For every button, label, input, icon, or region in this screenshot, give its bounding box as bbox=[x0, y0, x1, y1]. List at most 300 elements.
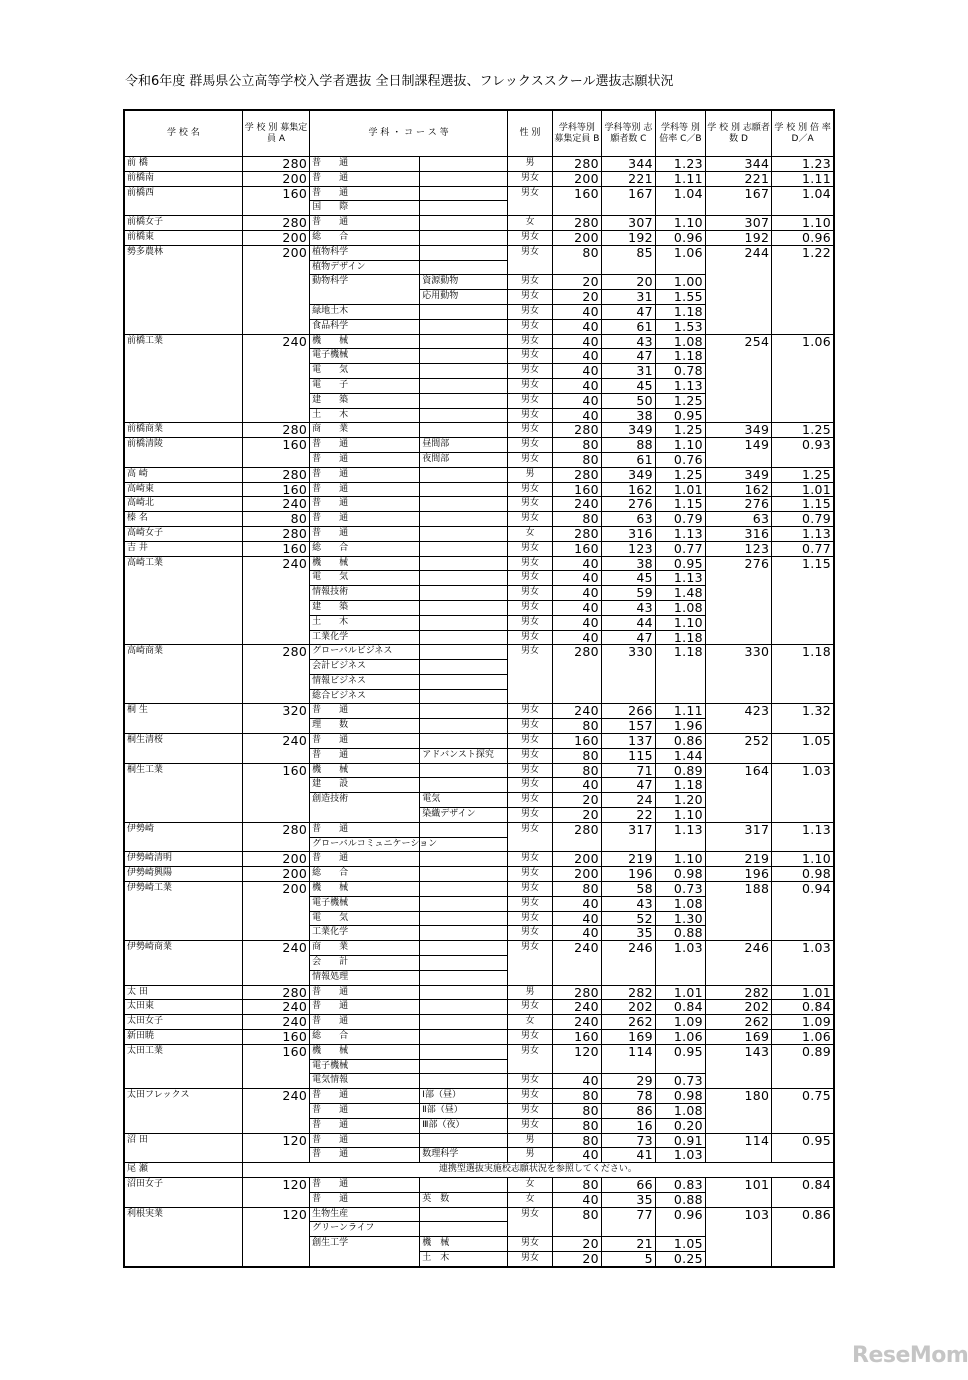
course-capacity-cell: 120 bbox=[552, 1044, 601, 1059]
course-capacity-cell: 280 bbox=[552, 526, 601, 541]
course-cell: 普 通 bbox=[310, 526, 420, 541]
gender-cell: 男 bbox=[508, 157, 553, 172]
table-row bbox=[124, 186, 834, 201]
school-capacity-cell bbox=[242, 304, 309, 319]
course-sub-cell bbox=[420, 1177, 508, 1192]
table-row bbox=[124, 985, 834, 1000]
gender-cell: 女 bbox=[508, 216, 553, 231]
school-applicants-cell bbox=[705, 956, 771, 971]
gender-cell: 男女 bbox=[508, 541, 553, 556]
gender-cell bbox=[508, 837, 553, 852]
school-name-cell bbox=[124, 615, 242, 630]
gender-cell: 男女 bbox=[508, 364, 553, 379]
school-applicants-cell: 349 bbox=[705, 467, 771, 482]
course-applicants-cell: 35 bbox=[601, 1192, 655, 1207]
school-applicants-cell bbox=[705, 1192, 771, 1207]
school-name-cell bbox=[124, 778, 242, 793]
course-cell: 普 通 bbox=[310, 482, 420, 497]
school-ratio-cell: 1.06 bbox=[772, 1030, 834, 1045]
school-applicants-cell bbox=[705, 1074, 771, 1089]
gender-cell: 男女 bbox=[508, 926, 553, 941]
course-ratio-cell: 1.11 bbox=[655, 171, 705, 186]
course-cell: 普 通 bbox=[310, 1192, 420, 1207]
school-capacity-cell: 240 bbox=[242, 497, 309, 512]
school-ratio-cell bbox=[772, 1237, 834, 1252]
course-sub-cell bbox=[420, 556, 508, 571]
school-ratio-cell: 0.94 bbox=[772, 882, 834, 897]
gender-cell bbox=[508, 674, 553, 689]
course-ratio-cell: 0.20 bbox=[655, 1118, 705, 1133]
course-sub-cell bbox=[420, 541, 508, 556]
school-name-cell bbox=[124, 393, 242, 408]
gender-cell: 男女 bbox=[508, 497, 553, 512]
school-applicants-cell: 101 bbox=[705, 1177, 771, 1192]
gender-cell: 男女 bbox=[508, 230, 553, 245]
course-capacity-cell: 40 bbox=[552, 349, 601, 364]
school-applicants-cell: 252 bbox=[705, 734, 771, 749]
course-sub-cell bbox=[420, 1000, 508, 1015]
school-ratio-cell bbox=[772, 290, 834, 305]
school-ratio-cell bbox=[772, 778, 834, 793]
course-applicants-cell: 16 bbox=[601, 1118, 655, 1133]
course-applicants-cell: 316 bbox=[601, 526, 655, 541]
school-ratio-cell: 0.77 bbox=[772, 541, 834, 556]
header-school-ratio: 学 校 別 倍 率 D／A bbox=[772, 110, 834, 157]
course-cell: 普 通 bbox=[310, 452, 420, 467]
school-applicants-cell: 246 bbox=[705, 941, 771, 956]
course-cell: 機 械 bbox=[310, 1044, 420, 1059]
course-capacity-cell bbox=[552, 1059, 601, 1074]
table-row bbox=[124, 393, 834, 408]
course-sub-cell bbox=[420, 867, 508, 882]
course-ratio-cell bbox=[655, 260, 705, 275]
note-cell: 連携型選抜実施校志願状況を参照してください。 bbox=[242, 1163, 834, 1178]
school-ratio-cell: 1.10 bbox=[772, 216, 834, 231]
course-cell: 創生工学 bbox=[310, 1237, 420, 1252]
header-course-capacity: 学科等別 募集定員 B bbox=[552, 110, 601, 157]
course-ratio-cell bbox=[655, 674, 705, 689]
gender-cell: 男 bbox=[508, 985, 553, 1000]
course-capacity-cell: 280 bbox=[552, 423, 601, 438]
school-ratio-cell bbox=[772, 896, 834, 911]
course-applicants-cell: 162 bbox=[601, 482, 655, 497]
course-ratio-cell: 0.96 bbox=[655, 230, 705, 245]
course-capacity-cell: 40 bbox=[552, 408, 601, 423]
course-sub-cell bbox=[420, 586, 508, 601]
school-applicants-cell bbox=[705, 1251, 771, 1266]
course-ratio-cell: 1.48 bbox=[655, 586, 705, 601]
gender-cell: 男女 bbox=[508, 1104, 553, 1119]
course-sub-cell bbox=[420, 600, 508, 615]
school-capacity-cell bbox=[242, 364, 309, 379]
school-name-cell bbox=[124, 911, 242, 926]
course-sub-cell bbox=[420, 571, 508, 586]
course-capacity-cell bbox=[552, 201, 601, 216]
course-cell: 植物科学 bbox=[310, 245, 420, 260]
course-sub-cell bbox=[420, 763, 508, 778]
course-capacity-cell: 240 bbox=[552, 941, 601, 956]
school-ratio-cell bbox=[772, 1059, 834, 1074]
school-ratio-cell bbox=[772, 201, 834, 216]
course-cell: 理 数 bbox=[310, 719, 420, 734]
school-applicants-cell: 143 bbox=[705, 1044, 771, 1059]
gender-cell: 男女 bbox=[508, 1089, 553, 1104]
course-applicants-cell: 262 bbox=[601, 1015, 655, 1030]
table-row bbox=[124, 364, 834, 379]
school-capacity-cell bbox=[242, 1118, 309, 1133]
course-applicants-cell: 59 bbox=[601, 586, 655, 601]
table-row bbox=[124, 734, 834, 749]
course-sub-cell: Ⅰ部（昼） bbox=[420, 1089, 508, 1104]
course-capacity-cell: 160 bbox=[552, 541, 601, 556]
course-sub-cell bbox=[420, 1015, 508, 1030]
course-sub-cell: Ⅱ部（昼） bbox=[420, 1104, 508, 1119]
table-row bbox=[124, 1030, 834, 1045]
course-sub-cell bbox=[420, 926, 508, 941]
school-name-cell: 勢多農林 bbox=[124, 245, 242, 260]
school-applicants-cell: 196 bbox=[705, 867, 771, 882]
school-ratio-cell: 1.05 bbox=[772, 734, 834, 749]
school-ratio-cell: 1.01 bbox=[772, 482, 834, 497]
course-ratio-cell: 1.55 bbox=[655, 290, 705, 305]
course-capacity-cell bbox=[552, 1222, 601, 1237]
school-name-cell bbox=[124, 808, 242, 823]
course-ratio-cell bbox=[655, 201, 705, 216]
course-ratio-cell bbox=[655, 689, 705, 704]
course-ratio-cell: 0.73 bbox=[655, 1074, 705, 1089]
school-name-cell bbox=[124, 1148, 242, 1163]
school-applicants-cell bbox=[705, 689, 771, 704]
course-sub-cell: 英 数 bbox=[420, 1192, 508, 1207]
school-applicants-cell bbox=[705, 748, 771, 763]
course-cell: 普 通 bbox=[310, 1118, 420, 1133]
school-name-cell: 沼田女子 bbox=[124, 1177, 242, 1192]
table-row bbox=[124, 1251, 834, 1266]
table-row bbox=[124, 704, 834, 719]
school-applicants-cell: 317 bbox=[705, 822, 771, 837]
course-sub-cell bbox=[420, 334, 508, 349]
course-cell: 総 合 bbox=[310, 867, 420, 882]
course-cell: 普 通 bbox=[310, 186, 420, 201]
school-applicants-cell bbox=[705, 926, 771, 941]
course-sub-cell bbox=[420, 230, 508, 245]
course-ratio-cell: 0.95 bbox=[655, 1044, 705, 1059]
school-name-cell bbox=[124, 319, 242, 334]
school-name-cell bbox=[124, 586, 242, 601]
header-course-ratio: 学科等 別倍率 C／B bbox=[655, 110, 705, 157]
school-name-cell bbox=[124, 1059, 242, 1074]
course-sub-cell: 資源動物 bbox=[420, 275, 508, 290]
school-ratio-cell bbox=[772, 586, 834, 601]
table-row bbox=[124, 467, 834, 482]
table-row bbox=[124, 1059, 834, 1074]
gender-cell: 男女 bbox=[508, 393, 553, 408]
school-name-cell bbox=[124, 571, 242, 586]
course-ratio-cell: 0.96 bbox=[655, 1207, 705, 1222]
course-capacity-cell bbox=[552, 956, 601, 971]
school-capacity-cell: 240 bbox=[242, 334, 309, 349]
course-ratio-cell: 1.11 bbox=[655, 704, 705, 719]
school-name-cell bbox=[124, 1251, 242, 1266]
course-cell: 普 通 bbox=[310, 171, 420, 186]
gender-cell: 男女 bbox=[508, 275, 553, 290]
header-school-capacity: 学 校 別 募集定員 A bbox=[242, 110, 309, 157]
school-capacity-cell: 280 bbox=[242, 822, 309, 837]
table-row bbox=[124, 763, 834, 778]
gender-cell bbox=[508, 689, 553, 704]
course-cell: 普 通 bbox=[310, 704, 420, 719]
course-ratio-cell: 0.78 bbox=[655, 364, 705, 379]
course-applicants-cell: 157 bbox=[601, 719, 655, 734]
course-cell: 食品科学 bbox=[310, 319, 420, 334]
school-name-cell bbox=[124, 1222, 242, 1237]
school-ratio-cell: 1.25 bbox=[772, 423, 834, 438]
course-applicants-cell: 61 bbox=[601, 319, 655, 334]
gender-cell: 女 bbox=[508, 1177, 553, 1192]
gender-cell: 男女 bbox=[508, 867, 553, 882]
table-row bbox=[124, 1192, 834, 1207]
school-name-cell: 太田フレックス bbox=[124, 1089, 242, 1104]
school-applicants-cell bbox=[705, 452, 771, 467]
course-sub-cell bbox=[420, 1133, 508, 1148]
gender-cell bbox=[508, 1222, 553, 1237]
school-ratio-cell bbox=[772, 304, 834, 319]
table-row bbox=[124, 482, 834, 497]
course-sub-cell bbox=[420, 408, 508, 423]
school-capacity-cell: 200 bbox=[242, 171, 309, 186]
course-sub-cell bbox=[420, 216, 508, 231]
school-capacity-cell bbox=[242, 586, 309, 601]
course-cell: 普 通 bbox=[310, 1015, 420, 1030]
course-capacity-cell: 200 bbox=[552, 852, 601, 867]
course-capacity-cell: 80 bbox=[552, 1089, 601, 1104]
table-row bbox=[124, 1044, 834, 1059]
course-capacity-cell: 40 bbox=[552, 911, 601, 926]
school-ratio-cell: 1.25 bbox=[772, 467, 834, 482]
school-capacity-cell bbox=[242, 689, 309, 704]
course-cell: 生物生産 bbox=[310, 1207, 420, 1222]
school-applicants-cell bbox=[705, 1148, 771, 1163]
course-cell: 建 築 bbox=[310, 600, 420, 615]
course-capacity-cell: 240 bbox=[552, 704, 601, 719]
school-applicants-cell: 349 bbox=[705, 423, 771, 438]
school-ratio-cell: 1.15 bbox=[772, 497, 834, 512]
course-cell: 機 械 bbox=[310, 882, 420, 897]
course-ratio-cell: 1.18 bbox=[655, 630, 705, 645]
gender-cell: 女 bbox=[508, 1015, 553, 1030]
table-row bbox=[124, 1237, 834, 1252]
school-applicants-cell: 188 bbox=[705, 882, 771, 897]
course-ratio-cell: 1.08 bbox=[655, 1104, 705, 1119]
course-cell: 総 合 bbox=[310, 541, 420, 556]
course-ratio-cell: 0.91 bbox=[655, 1133, 705, 1148]
school-capacity-cell bbox=[242, 1059, 309, 1074]
school-name-cell bbox=[124, 349, 242, 364]
course-capacity-cell: 40 bbox=[552, 896, 601, 911]
course-capacity-cell: 280 bbox=[552, 467, 601, 482]
school-name-cell: 桐生清桜 bbox=[124, 734, 242, 749]
school-capacity-cell: 280 bbox=[242, 645, 309, 660]
school-ratio-cell bbox=[772, 275, 834, 290]
course-sub-cell: 応用動物 bbox=[420, 290, 508, 305]
school-name-cell: 吉 井 bbox=[124, 541, 242, 556]
school-ratio-cell: 0.79 bbox=[772, 512, 834, 527]
course-ratio-cell bbox=[655, 970, 705, 985]
table-row bbox=[124, 541, 834, 556]
school-applicants-cell bbox=[705, 674, 771, 689]
school-capacity-cell bbox=[242, 1237, 309, 1252]
gender-cell: 男女 bbox=[508, 586, 553, 601]
school-name-cell bbox=[124, 304, 242, 319]
table-row bbox=[124, 1074, 834, 1089]
school-name-cell bbox=[124, 970, 242, 985]
school-capacity-cell bbox=[242, 748, 309, 763]
course-applicants-cell: 317 bbox=[601, 822, 655, 837]
course-applicants-cell: 45 bbox=[601, 571, 655, 586]
course-ratio-cell: 1.13 bbox=[655, 526, 705, 541]
school-capacity-cell: 200 bbox=[242, 230, 309, 245]
course-ratio-cell: 1.44 bbox=[655, 748, 705, 763]
gender-cell: 男女 bbox=[508, 319, 553, 334]
course-sub-cell bbox=[420, 941, 508, 956]
course-sub-cell bbox=[420, 778, 508, 793]
course-sub-cell bbox=[420, 1207, 508, 1222]
table-row bbox=[124, 956, 834, 971]
school-ratio-cell: 1.01 bbox=[772, 985, 834, 1000]
course-capacity-cell bbox=[552, 837, 601, 852]
school-name-cell: 高崎北 bbox=[124, 497, 242, 512]
course-sub-cell bbox=[420, 1074, 508, 1089]
school-capacity-cell bbox=[242, 970, 309, 985]
school-ratio-cell bbox=[772, 1192, 834, 1207]
course-applicants-cell: 43 bbox=[601, 600, 655, 615]
gender-cell: 男女 bbox=[508, 630, 553, 645]
school-ratio-cell bbox=[772, 260, 834, 275]
course-ratio-cell: 1.23 bbox=[655, 157, 705, 172]
course-cell: 会 計 bbox=[310, 956, 420, 971]
table-row bbox=[124, 157, 834, 172]
gender-cell: 男女 bbox=[508, 290, 553, 305]
school-applicants-cell bbox=[705, 319, 771, 334]
table-row bbox=[124, 837, 834, 852]
table-row bbox=[124, 719, 834, 734]
course-applicants-cell: 38 bbox=[601, 408, 655, 423]
course-applicants-cell bbox=[601, 837, 655, 852]
school-applicants-cell bbox=[705, 837, 771, 852]
school-capacity-cell: 240 bbox=[242, 556, 309, 571]
course-applicants-cell: 5 bbox=[601, 1251, 655, 1266]
school-capacity-cell: 80 bbox=[242, 512, 309, 527]
school-applicants-cell: 103 bbox=[705, 1207, 771, 1222]
school-ratio-cell bbox=[772, 393, 834, 408]
header-course: 学 科 ・ コ ー ス 等 bbox=[310, 110, 508, 157]
course-cell: 普 通 bbox=[310, 1177, 420, 1192]
course-capacity-cell bbox=[552, 970, 601, 985]
school-applicants-cell bbox=[705, 408, 771, 423]
school-capacity-cell bbox=[242, 926, 309, 941]
school-capacity-cell: 200 bbox=[242, 852, 309, 867]
gender-cell: 男 bbox=[508, 467, 553, 482]
course-applicants-cell: 24 bbox=[601, 793, 655, 808]
course-applicants-cell: 78 bbox=[601, 1089, 655, 1104]
table-row bbox=[124, 452, 834, 467]
course-cell: 電気情報 bbox=[310, 1074, 420, 1089]
course-sub-cell bbox=[420, 304, 508, 319]
course-ratio-cell: 0.83 bbox=[655, 1177, 705, 1192]
gender-cell: 男女 bbox=[508, 1044, 553, 1059]
gender-cell: 男女 bbox=[508, 1207, 553, 1222]
school-capacity-cell: 240 bbox=[242, 1000, 309, 1015]
table-row bbox=[124, 615, 834, 630]
course-cell: 電 子 bbox=[310, 378, 420, 393]
gender-cell: 男女 bbox=[508, 438, 553, 453]
school-name-cell: 太田女子 bbox=[124, 1015, 242, 1030]
school-applicants-cell: 63 bbox=[705, 512, 771, 527]
school-applicants-cell bbox=[705, 1104, 771, 1119]
course-capacity-cell: 80 bbox=[552, 882, 601, 897]
school-name-cell: 前橋南 bbox=[124, 171, 242, 186]
school-ratio-cell bbox=[772, 364, 834, 379]
course-capacity-cell: 40 bbox=[552, 364, 601, 379]
course-ratio-cell: 0.98 bbox=[655, 867, 705, 882]
school-ratio-cell bbox=[772, 1118, 834, 1133]
course-ratio-cell: 1.01 bbox=[655, 985, 705, 1000]
course-cell: グリーンライフ bbox=[310, 1222, 420, 1237]
course-applicants-cell: 88 bbox=[601, 438, 655, 453]
table-row bbox=[124, 216, 834, 231]
gender-cell: 男女 bbox=[508, 1118, 553, 1133]
course-ratio-cell: 0.95 bbox=[655, 408, 705, 423]
course-capacity-cell: 20 bbox=[552, 290, 601, 305]
gender-cell: 男女 bbox=[508, 186, 553, 201]
course-cell: 会計ビジネス bbox=[310, 660, 420, 675]
course-cell: 商 業 bbox=[310, 941, 420, 956]
gender-cell: 男女 bbox=[508, 645, 553, 660]
course-cell: 機 械 bbox=[310, 763, 420, 778]
school-capacity-cell: 240 bbox=[242, 1089, 309, 1104]
school-ratio-cell: 1.23 bbox=[772, 157, 834, 172]
course-applicants-cell: 38 bbox=[601, 556, 655, 571]
course-cell: 商 業 bbox=[310, 423, 420, 438]
table-row bbox=[124, 1000, 834, 1015]
course-applicants-cell: 20 bbox=[601, 275, 655, 290]
school-ratio-cell: 1.32 bbox=[772, 704, 834, 719]
school-applicants-cell: 162 bbox=[705, 482, 771, 497]
course-sub-cell bbox=[420, 704, 508, 719]
course-capacity-cell: 40 bbox=[552, 926, 601, 941]
school-ratio-cell: 0.98 bbox=[772, 867, 834, 882]
course-cell: 普 通 bbox=[310, 734, 420, 749]
school-ratio-cell bbox=[772, 689, 834, 704]
course-capacity-cell: 280 bbox=[552, 985, 601, 1000]
school-name-cell: 高崎女子 bbox=[124, 526, 242, 541]
course-cell: 普 通 bbox=[310, 512, 420, 527]
school-ratio-cell: 1.03 bbox=[772, 763, 834, 778]
course-sub-cell bbox=[420, 1044, 508, 1059]
school-name-cell: 榛 名 bbox=[124, 512, 242, 527]
school-name-cell: 太田工業 bbox=[124, 1044, 242, 1059]
course-ratio-cell: 1.15 bbox=[655, 497, 705, 512]
school-capacity-cell bbox=[242, 911, 309, 926]
course-capacity-cell: 160 bbox=[552, 734, 601, 749]
school-ratio-cell: 1.03 bbox=[772, 941, 834, 956]
school-applicants-cell bbox=[705, 1237, 771, 1252]
course-applicants-cell: 45 bbox=[601, 378, 655, 393]
school-applicants-cell: 167 bbox=[705, 186, 771, 201]
table-row bbox=[124, 423, 834, 438]
course-ratio-cell: 1.10 bbox=[655, 808, 705, 823]
table-row bbox=[124, 867, 834, 882]
